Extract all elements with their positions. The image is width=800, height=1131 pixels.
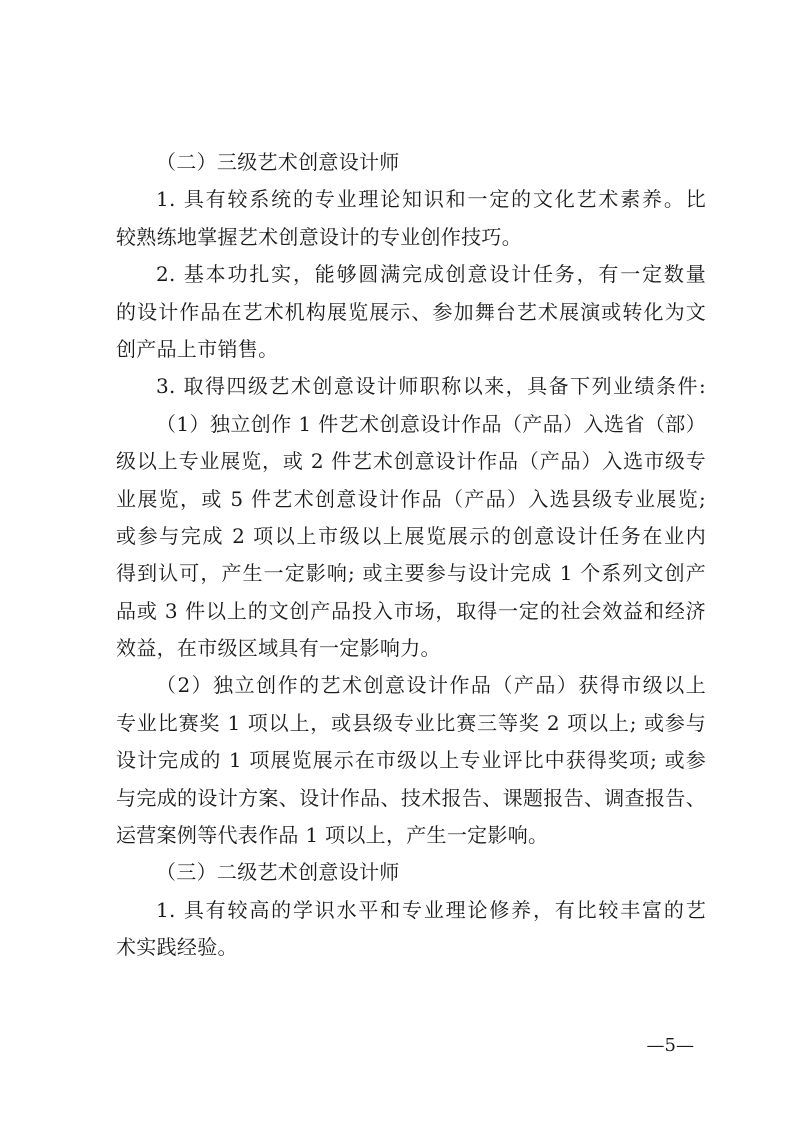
paragraph-line: （1）独立创作 1 件艺术创意设计作品（产品）入选省（部） xyxy=(156,411,706,436)
page-number: —5— xyxy=(646,1035,694,1056)
paragraph-line: 品或 3 件以上的文创产品投入市场，取得一定的社会效益和经济 xyxy=(116,598,706,623)
document-body xyxy=(116,144,706,967)
paragraph-line: 2. 基本功扎实，能够圆满完成创意设计任务，有一定数量 xyxy=(156,262,706,287)
paragraph-line: 1. 具有较高的学识水平和专业理论修养，有比较丰富的艺 xyxy=(156,897,706,922)
paragraph-line: 运营案例等代表作品 1 项以上，产生一定影响。 xyxy=(116,823,549,848)
paragraph-line: 术实践经验。 xyxy=(116,935,238,960)
paragraph-line: 得到认可，产生一定影响; 或主要参与设计完成 1 个系列文创产 xyxy=(116,561,706,586)
paragraph-line: 较熟练地掌握艺术创意设计的专业创作技巧。 xyxy=(116,224,522,249)
paragraph-line: 业展览，或 5 件艺术创意设计作品（产品）入选县级专业展览; xyxy=(116,486,706,511)
paragraph-line: 与完成的设计方案、设计作品、技术报告、课题报告、调查报告、 xyxy=(116,785,706,810)
paragraph-line: 效益，在市级区域具有一定影响力。 xyxy=(116,636,441,661)
paragraph-line: 或参与完成 2 项以上市级以上展览展示的创意设计任务在业内 xyxy=(116,523,706,548)
paragraph-line: 3. 取得四级艺术创意设计师职称以来，具备下列业绩条件: xyxy=(156,374,706,399)
paragraph-line: 设计完成的 1 项展览展示在市级以上专业评比中获得奖项; 或参 xyxy=(116,748,706,773)
paragraph-line: （2）独立创作的艺术创意设计作品（产品）获得市级以上 xyxy=(156,673,706,698)
section-heading-level3: （二）三级艺术创意设计师 xyxy=(156,150,400,174)
paragraph-line: 创产品上市销售。 xyxy=(116,336,279,361)
paragraph-line: 级以上专业展览，或 2 件艺术创意设计作品（产品）入选市级专 xyxy=(116,449,706,474)
paragraph-line: 的设计作品在艺术机构展览展示、参加舞台艺术展演或转化为文 xyxy=(116,299,706,324)
paragraph-line: 专业比赛奖 1 项以上，或县级专业比赛三等奖 2 项以上; 或参与 xyxy=(116,710,706,735)
section-heading-level3: （三）二级艺术创意设计师 xyxy=(156,860,400,885)
paragraph-line: 1. 具有较系统的专业理论知识和一定的文化艺术素养。比 xyxy=(156,187,706,212)
